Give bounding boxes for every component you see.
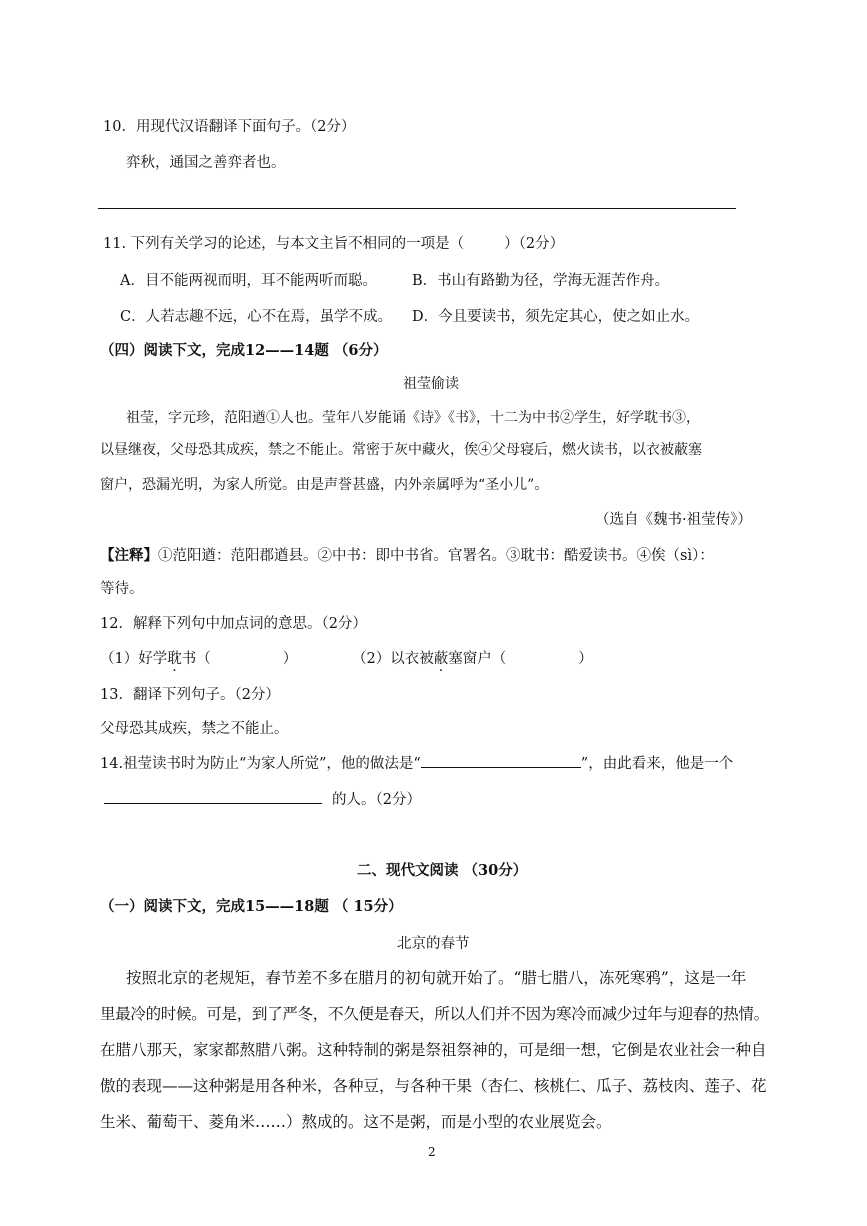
- q12-item-2-text-b: 塞窗户（: [448, 651, 507, 667]
- q13-sentence: 父母恐其成疾，禁之不能止。: [100, 721, 289, 737]
- part2-subheading: （一）阅读下文，完成15——18题 （ 15分）: [100, 898, 403, 915]
- page-number: 2: [428, 1145, 436, 1159]
- q12-item-1-text-a: （1）好学: [100, 651, 168, 667]
- q11-prompt-start: 11. 下列有关学习的论述，与本文主旨不相同的一项是（: [103, 236, 465, 252]
- q14-text-1: 14.祖莹读书时为防止“为家人所觉”，他的做法是“: [100, 756, 421, 772]
- part2-heading: 二、现代文阅读 （30分）: [357, 862, 528, 879]
- q12-item-2-text-a: （2）以衣被: [352, 651, 434, 667]
- q12-item-1: [100, 651, 298, 679]
- article-line-2: 里最冷的时候。可是，到了严冬，不久便是春天，所以人们并不因为寒冷而减少过年与迎春的热情。: [100, 1005, 769, 1023]
- q12-item-1-close: ）: [282, 651, 298, 667]
- passage-line-3: 窗户，恐漏光明，为家人所觉。由是声誉甚盛，内外亲属呼为“圣小儿”。: [100, 477, 549, 493]
- q12-item-1-dotted-word: 耽 ·: [167, 651, 182, 679]
- q11-option-c: C．人若志趣不远，心不在焉，虽学不成。: [120, 309, 393, 325]
- q11-option-a: A．目不能两视而明，耳不能两听而聪。: [120, 273, 377, 289]
- passage-line-2: 以昼继夜，父母恐其成疾，禁之不能止。常密于灰中藏火，俟④父母寝后，燃火读书，以衣被蔽塞: [100, 442, 702, 458]
- q14-blank-1: [421, 767, 581, 768]
- q14-text-2: ”，由此看来，他是一个: [580, 756, 734, 772]
- q10-answer-line: [98, 208, 736, 209]
- q11-prompt-end: ）（2分）: [504, 236, 565, 252]
- passage-title: 祖莹偷读: [403, 376, 459, 392]
- q11-prompt: [103, 237, 564, 252]
- notes-line-1: [100, 549, 714, 564]
- article-line-5: 生米、葡萄干、菱角米……）熬成的。这不是粥，而是小型的农业展览会。: [100, 1113, 612, 1131]
- q14-line-1: [100, 757, 733, 772]
- notes-line-2: 等待。: [100, 581, 144, 597]
- q14-line-2: [104, 793, 421, 808]
- emphasis-dot: ·: [438, 662, 444, 679]
- q10-prompt: 10．用现代汉语翻译下面句子。（2分）: [103, 119, 356, 135]
- article-line-4: 傲的表现——这种粥是用各种米，各种豆，与各种干果（杏仁、核桃仁、瓜子、荔枝肉、莲子、花: [100, 1077, 767, 1095]
- notes-text: ①范阳遒：范阳郡遒县。②中书：即中书省。官署名。③耽书：酷爱读书。④俟（sì）：: [158, 548, 714, 564]
- q14-blank-2: [104, 803, 322, 804]
- q11-option-b: B．书山有路勤为径，学海无涯苦作舟。: [412, 273, 670, 289]
- q10-sentence: 弈秋，通国之善弈者也。: [126, 155, 286, 171]
- q13-prompt: 13．翻译下列句子。（2分）: [100, 687, 280, 703]
- article-line-3: 在腊八那天，家家都熬腊八粥。这种特制的粥是祭祖祭神的，可是细一想，它倒是农业社会一种自: [100, 1041, 767, 1059]
- article-line-1: 按照北京的老规矩，春节差不多在腊月的初旬就开始了。“腊七腊八，冻死寒鸦”，这是一年: [126, 969, 747, 987]
- passage-line-1: 祖莹，字元珍，范阳遒①人也。莹年八岁能诵《诗》《书》，十二为中书②学生，好学耽书③，: [126, 410, 700, 426]
- q12-item-2: [352, 651, 593, 679]
- passage-source: （选自《魏书·祖莹传》）: [595, 512, 752, 528]
- q12-prompt: 12．解释下列句中加点词的意思。（2分）: [100, 616, 367, 632]
- section4-heading: （四）阅读下文，完成12——14题 （6分）: [100, 342, 388, 359]
- q11-option-d: D．今且要读书，须先定其心，使之如止水。: [412, 309, 700, 325]
- q12-item-1-text-b: 书（: [181, 651, 211, 667]
- q12-item-2-close: ）: [578, 651, 593, 667]
- notes-label: 【注释】: [100, 547, 158, 564]
- q12-item-2-dotted-word: 蔽 ·: [433, 651, 449, 679]
- article-title: 北京的春节: [397, 936, 470, 952]
- emphasis-dot: ·: [172, 662, 177, 679]
- q14-text-3: 的人。（2分）: [332, 792, 421, 808]
